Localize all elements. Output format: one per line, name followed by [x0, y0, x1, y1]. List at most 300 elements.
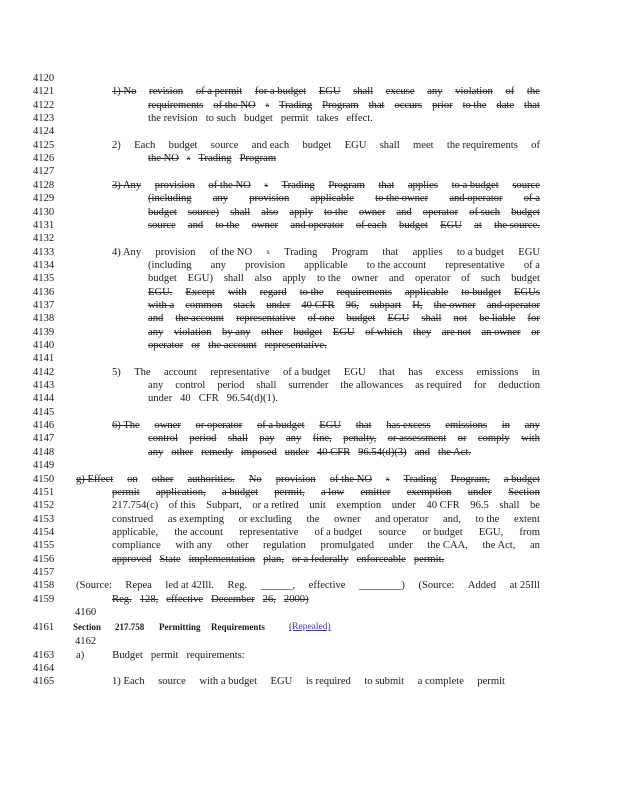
text-fragment: also	[254, 273, 272, 285]
text-fragment: budget	[168, 139, 198, 151]
text-fragment: of a	[523, 193, 540, 205]
text-fragment: 5)	[112, 366, 121, 378]
line-4123	[33, 112, 593, 125]
text-fragment: the requirements	[446, 139, 518, 151]
text-fragment: owner	[251, 219, 279, 231]
text-fragment: from	[519, 526, 540, 538]
text-fragment: source	[158, 676, 186, 688]
text-fragment: (Source:	[76, 580, 112, 592]
line-number-indented	[75, 606, 115, 619]
text-fragment: remedy	[201, 446, 233, 458]
line-text	[148, 379, 540, 392]
deleted-text	[148, 446, 540, 459]
line-number: 4159	[33, 593, 55, 605]
text-fragment: applicable	[310, 193, 354, 205]
deleted-text	[112, 179, 540, 192]
line-text	[112, 139, 540, 152]
text-fragment: 40 CFR	[316, 446, 351, 458]
line-4157	[33, 566, 593, 579]
text-fragment: g) Effect	[76, 473, 114, 485]
text-fragment: any	[212, 193, 229, 205]
text-fragment: of which	[365, 326, 403, 338]
text-fragment: ________)	[359, 580, 405, 592]
line-number: 4144	[33, 393, 55, 405]
line-number: 4153	[33, 513, 55, 525]
line-text	[148, 392, 540, 405]
text-fragment: or excluding	[238, 513, 292, 525]
section-header	[33, 621, 593, 634]
line-4163	[33, 649, 593, 662]
text-fragment: that	[378, 179, 395, 191]
text-fragment: violation	[455, 86, 493, 98]
line-4136	[33, 286, 593, 299]
text-fragment: under	[266, 299, 291, 311]
text-fragment: to the	[462, 99, 487, 111]
text-fragment: occurs	[394, 99, 423, 111]
line-number: 4122	[33, 99, 55, 111]
line-number: 4154	[33, 526, 55, 538]
line-4128	[33, 179, 593, 192]
line-4143	[33, 379, 593, 392]
line-4138	[33, 312, 593, 325]
line-4122	[33, 99, 593, 112]
text-fragment: of a budget	[314, 526, 363, 538]
text-fragment: a)	[76, 649, 85, 661]
text-fragment: shall	[379, 139, 400, 151]
text-fragment: Except	[185, 286, 215, 298]
text-fragment: operator	[422, 206, 459, 218]
text-fragment: the	[526, 86, 540, 98]
line-4148	[33, 446, 593, 459]
line-4144	[33, 392, 593, 405]
text-fragment: to the account	[366, 259, 427, 271]
text-fragment: applies	[412, 246, 443, 258]
deleted-text	[112, 553, 540, 566]
line-text	[112, 513, 540, 526]
text-fragment: permit.	[413, 553, 445, 565]
text-fragment: provision	[155, 246, 196, 258]
text-fragment: to the	[323, 206, 348, 218]
text-fragment: revision	[149, 86, 184, 98]
deleted-text	[76, 473, 540, 486]
text-fragment: with	[227, 286, 247, 298]
text-fragment: the account	[208, 340, 257, 351]
text-fragment: and operator	[449, 193, 503, 205]
text-fragment: the Act,	[482, 540, 516, 552]
line-4140	[33, 339, 593, 352]
line-number: 4165	[33, 676, 55, 688]
line-4165	[33, 675, 593, 688]
text-fragment: excess	[435, 366, 464, 378]
text-fragment: of	[531, 139, 540, 151]
text-fragment: the	[306, 513, 320, 525]
text-fragment: enforceable	[356, 553, 406, 565]
deleted-text	[148, 99, 540, 112]
text-fragment: No	[248, 473, 262, 485]
text-fragment: requirements	[336, 286, 392, 298]
line-number: 4161	[33, 622, 55, 634]
text-fragment: shall	[227, 433, 248, 445]
line-number: 4130	[33, 206, 55, 218]
text-fragment: source	[210, 139, 239, 151]
text-fragment: the account	[175, 313, 224, 325]
deleted-text	[148, 286, 540, 299]
text-fragment: other	[171, 446, 194, 458]
deleted-text	[112, 85, 540, 98]
text-fragment: prior	[432, 99, 453, 111]
deleted-text	[148, 206, 540, 219]
line-number: 4142	[33, 366, 55, 378]
text-fragment: EGU	[344, 139, 367, 151]
text-fragment: EGU)	[187, 273, 213, 285]
text-fragment: an owner	[481, 326, 521, 338]
text-fragment: effective	[308, 580, 346, 592]
line-4129	[33, 192, 593, 205]
text-fragment: under	[391, 500, 416, 512]
text-fragment: meet	[413, 139, 434, 151]
text-fragment: 217.754(c)	[112, 500, 159, 512]
line-4150	[33, 473, 593, 486]
text-fragment: they	[413, 326, 432, 338]
text-fragment: led at 42Ill.	[165, 580, 214, 592]
text-fragment: apply	[289, 206, 313, 218]
text-fragment: 40 CFR	[426, 500, 460, 512]
text-fragment: has excess	[386, 420, 431, 432]
text-fragment: a complete	[417, 676, 464, 688]
text-fragment: emissions	[476, 366, 519, 378]
text-fragment: other	[151, 473, 174, 485]
line-number: 4145	[33, 406, 55, 418]
line-text	[112, 366, 540, 379]
text-fragment: and operator	[486, 299, 540, 311]
text-fragment: Program,	[450, 473, 490, 485]
line-number: 4126	[33, 153, 55, 165]
text-fragment: Program	[328, 179, 365, 191]
line-number: 4138	[33, 313, 55, 325]
text-fragment: for a budget	[254, 86, 307, 98]
text-fragment: Reg.	[112, 593, 132, 605]
text-fragment: owner	[154, 420, 181, 432]
line-4145	[33, 406, 593, 419]
line-4153	[33, 513, 593, 526]
text-fragment: budget	[511, 273, 540, 285]
line-number: 4129	[33, 193, 55, 205]
line-number: 4128	[33, 179, 55, 191]
text-fragment: with any	[175, 540, 213, 552]
text-fragment: of a budget	[282, 366, 331, 378]
text-fragment: surrender	[288, 380, 329, 392]
text-fragment: 6) The	[112, 420, 140, 432]
text-fragment: EGU	[387, 313, 410, 325]
text-fragment: to the	[299, 286, 324, 298]
text-fragment: CFR	[198, 393, 219, 405]
text-fragment: shall	[421, 313, 442, 325]
line-number: 4127	[33, 166, 55, 178]
text-fragment: representative	[445, 259, 505, 271]
deleted-text	[148, 339, 540, 352]
text-fragment: not	[453, 313, 468, 325]
text-fragment: at 25Ill	[509, 580, 540, 592]
line-4126	[33, 152, 593, 165]
text-fragment: the source.	[494, 219, 540, 231]
text-fragment: at	[474, 219, 482, 231]
text-fragment: x	[265, 100, 270, 109]
text-fragment: the CAA,	[427, 540, 468, 552]
text-fragment: permit	[280, 113, 309, 125]
text-fragment: other	[226, 540, 249, 552]
text-fragment: as exempting	[167, 513, 224, 525]
text-fragment: as required	[415, 380, 462, 392]
text-fragment: period	[189, 433, 217, 445]
line-4147	[33, 432, 593, 445]
line-number: 4125	[33, 139, 55, 151]
text-fragment: of	[505, 86, 515, 98]
text-fragment: application,	[155, 486, 206, 498]
line-number: 4164	[33, 663, 55, 675]
line-number: 4123	[33, 113, 55, 125]
text-fragment: that	[368, 99, 385, 111]
text-fragment: Each	[134, 139, 156, 151]
text-fragment: the owner	[433, 299, 476, 311]
text-fragment: and each	[251, 139, 290, 151]
line-number: 4121	[33, 86, 55, 98]
text-fragment: exemption	[336, 500, 382, 512]
text-fragment: of the NO	[329, 473, 373, 485]
text-fragment: and	[148, 313, 164, 325]
text-fragment: of a budget	[256, 420, 305, 432]
line-4151	[33, 486, 593, 499]
line-number: 4147	[33, 433, 55, 445]
line-4139	[33, 326, 593, 339]
line-4152	[33, 499, 593, 512]
text-fragment: 2)	[112, 139, 121, 151]
text-fragment: that	[379, 366, 395, 378]
text-fragment: EGU	[518, 246, 540, 258]
line-number: 4146	[33, 420, 55, 432]
text-fragment: x	[186, 154, 191, 163]
text-fragment: Subpart,	[206, 500, 242, 512]
text-fragment: implementation	[188, 553, 256, 565]
text-fragment: 96.54(d)(3)	[358, 446, 407, 458]
text-fragment: violation	[173, 326, 212, 338]
text-fragment: 2000)	[283, 593, 309, 605]
line-number: 4131	[33, 219, 55, 231]
line-number: 4158	[33, 580, 55, 592]
text-fragment: permit	[150, 649, 179, 661]
line-4156	[33, 553, 593, 566]
text-fragment: period	[217, 380, 245, 392]
text-fragment: EGU.	[148, 286, 173, 298]
text-fragment: with	[521, 433, 540, 445]
text-fragment: any	[148, 326, 164, 338]
text-fragment: applicable,	[112, 526, 159, 538]
line-number: 4155	[33, 540, 55, 552]
text-fragment: any	[148, 380, 164, 392]
text-fragment: for	[527, 313, 540, 325]
text-fragment: source	[378, 526, 407, 538]
text-fragment: of the NO	[213, 99, 256, 111]
text-fragment: of each	[355, 219, 387, 231]
line-4155	[33, 539, 593, 552]
text-fragment: common	[185, 299, 223, 311]
text-fragment: takes	[316, 113, 339, 125]
text-fragment: or operator	[195, 420, 243, 432]
text-fragment: shall	[223, 273, 244, 285]
line-number: 4132	[33, 233, 55, 245]
text-fragment: of the NO	[208, 179, 251, 191]
text-fragment: fine,	[312, 433, 332, 445]
text-fragment: control	[175, 380, 206, 392]
text-fragment: EGU	[343, 366, 366, 378]
text-fragment: The	[134, 366, 151, 378]
section-label: Section	[73, 622, 101, 633]
text-fragment: and	[396, 206, 412, 218]
text-fragment: penalty,	[343, 433, 377, 445]
text-fragment: representative	[239, 526, 299, 538]
text-fragment: date	[496, 99, 515, 111]
text-fragment: or assessment	[387, 433, 447, 445]
text-fragment: and	[187, 219, 204, 231]
text-fragment: Trading	[279, 99, 313, 111]
text-fragment: source	[512, 179, 540, 191]
line-4158	[33, 579, 593, 592]
text-fragment: source)	[187, 206, 220, 218]
line-text	[112, 675, 505, 688]
text-fragment: or a retired	[252, 500, 299, 512]
text-fragment: of a	[523, 259, 540, 271]
text-fragment: Reg.	[227, 580, 248, 592]
text-fragment: for	[473, 380, 487, 392]
text-fragment: to such	[205, 113, 237, 125]
text-fragment: to budget	[461, 286, 502, 298]
line-text	[112, 246, 540, 259]
text-fragment: be	[530, 500, 540, 512]
text-fragment: effective	[166, 593, 204, 605]
line-number: 4143	[33, 380, 55, 392]
text-fragment: an	[529, 540, 540, 552]
text-fragment: provision	[275, 473, 316, 485]
text-fragment: extent	[514, 513, 540, 525]
text-fragment: EGU,	[478, 526, 504, 538]
line-number: 4149	[33, 460, 55, 472]
text-fragment: control	[148, 433, 179, 445]
deleted-text	[112, 419, 540, 432]
text-fragment: be liable	[479, 313, 516, 325]
text-fragment: under	[284, 446, 309, 458]
text-fragment: the account	[174, 526, 223, 538]
text-fragment: operator	[148, 340, 184, 351]
text-fragment: Added	[467, 580, 497, 592]
text-fragment: plan,	[263, 553, 284, 565]
text-fragment: in	[531, 366, 540, 378]
line-number: 4150	[33, 473, 55, 485]
text-fragment: Program	[331, 246, 369, 258]
text-fragment: 4) Any	[112, 246, 142, 258]
text-fragment: imposed	[240, 446, 277, 458]
text-fragment: (including	[148, 193, 192, 205]
text-fragment: of one	[307, 313, 335, 325]
text-fragment: of the NO	[209, 246, 253, 258]
text-fragment: 96.5	[470, 500, 489, 512]
text-fragment: any	[210, 259, 226, 271]
text-fragment: or a federally	[292, 553, 349, 565]
text-fragment: to submit	[364, 676, 405, 688]
text-fragment: ______,	[260, 580, 296, 592]
line-4142	[33, 366, 593, 379]
text-fragment: and operator	[375, 513, 429, 525]
text-fragment: budget	[346, 313, 376, 325]
text-fragment: 1) Each	[112, 676, 145, 688]
text-fragment: x	[264, 180, 268, 189]
text-fragment: owner	[358, 206, 386, 218]
text-fragment: 96.54(d)(1).	[226, 393, 278, 405]
text-fragment: requirements	[148, 99, 204, 111]
text-fragment: 128,	[139, 593, 159, 605]
line-4137	[33, 299, 593, 312]
text-fragment: Trading	[281, 179, 315, 191]
line-text	[112, 499, 540, 512]
line-text	[112, 539, 540, 552]
deleted-text	[148, 152, 540, 165]
text-fragment: that	[524, 99, 540, 111]
text-fragment: any	[285, 433, 302, 445]
text-fragment: under	[388, 540, 413, 552]
line-text	[76, 579, 540, 592]
text-fragment: the allowances	[340, 380, 404, 392]
line-number: 4152	[33, 500, 55, 512]
text-fragment: on	[127, 473, 138, 485]
text-fragment: or	[191, 340, 201, 351]
text-fragment: applicable	[304, 259, 348, 271]
text-fragment: excuse	[385, 86, 415, 98]
text-fragment: approved	[112, 553, 152, 565]
text-fragment: and,	[442, 513, 461, 525]
line-4134	[33, 259, 593, 272]
line-number: 4124	[33, 126, 55, 138]
text-fragment: December	[211, 593, 255, 605]
text-fragment: of such	[469, 206, 501, 218]
text-fragment: x	[386, 474, 390, 483]
text-fragment: is required	[305, 676, 351, 688]
text-fragment: EGU	[332, 326, 355, 338]
line-text	[148, 259, 540, 272]
line-number: 4163	[33, 649, 55, 661]
text-fragment: construed	[112, 513, 154, 525]
line-4130	[33, 206, 593, 219]
deleted-text	[112, 593, 540, 606]
text-fragment: any	[524, 420, 540, 432]
line-4146	[33, 419, 593, 432]
line-text	[148, 272, 540, 285]
text-fragment: emissions	[445, 420, 488, 432]
text-fragment: x	[266, 247, 270, 256]
text-fragment: with a budget	[199, 676, 258, 688]
line-number: 4135	[33, 273, 55, 285]
text-fragment: comply	[477, 433, 510, 445]
line-text	[112, 526, 540, 539]
text-fragment: EGUs	[514, 286, 540, 298]
line-4120	[33, 72, 593, 85]
text-fragment: such	[480, 273, 501, 285]
line-number: 4133	[33, 246, 55, 258]
text-fragment: shall	[499, 500, 520, 512]
text-fragment: provision	[154, 179, 195, 191]
text-fragment: unit	[309, 500, 326, 512]
text-fragment: permit	[477, 676, 505, 688]
text-fragment: 40	[180, 393, 191, 405]
text-fragment: owner	[351, 273, 379, 285]
text-fragment: EGU	[440, 219, 462, 231]
